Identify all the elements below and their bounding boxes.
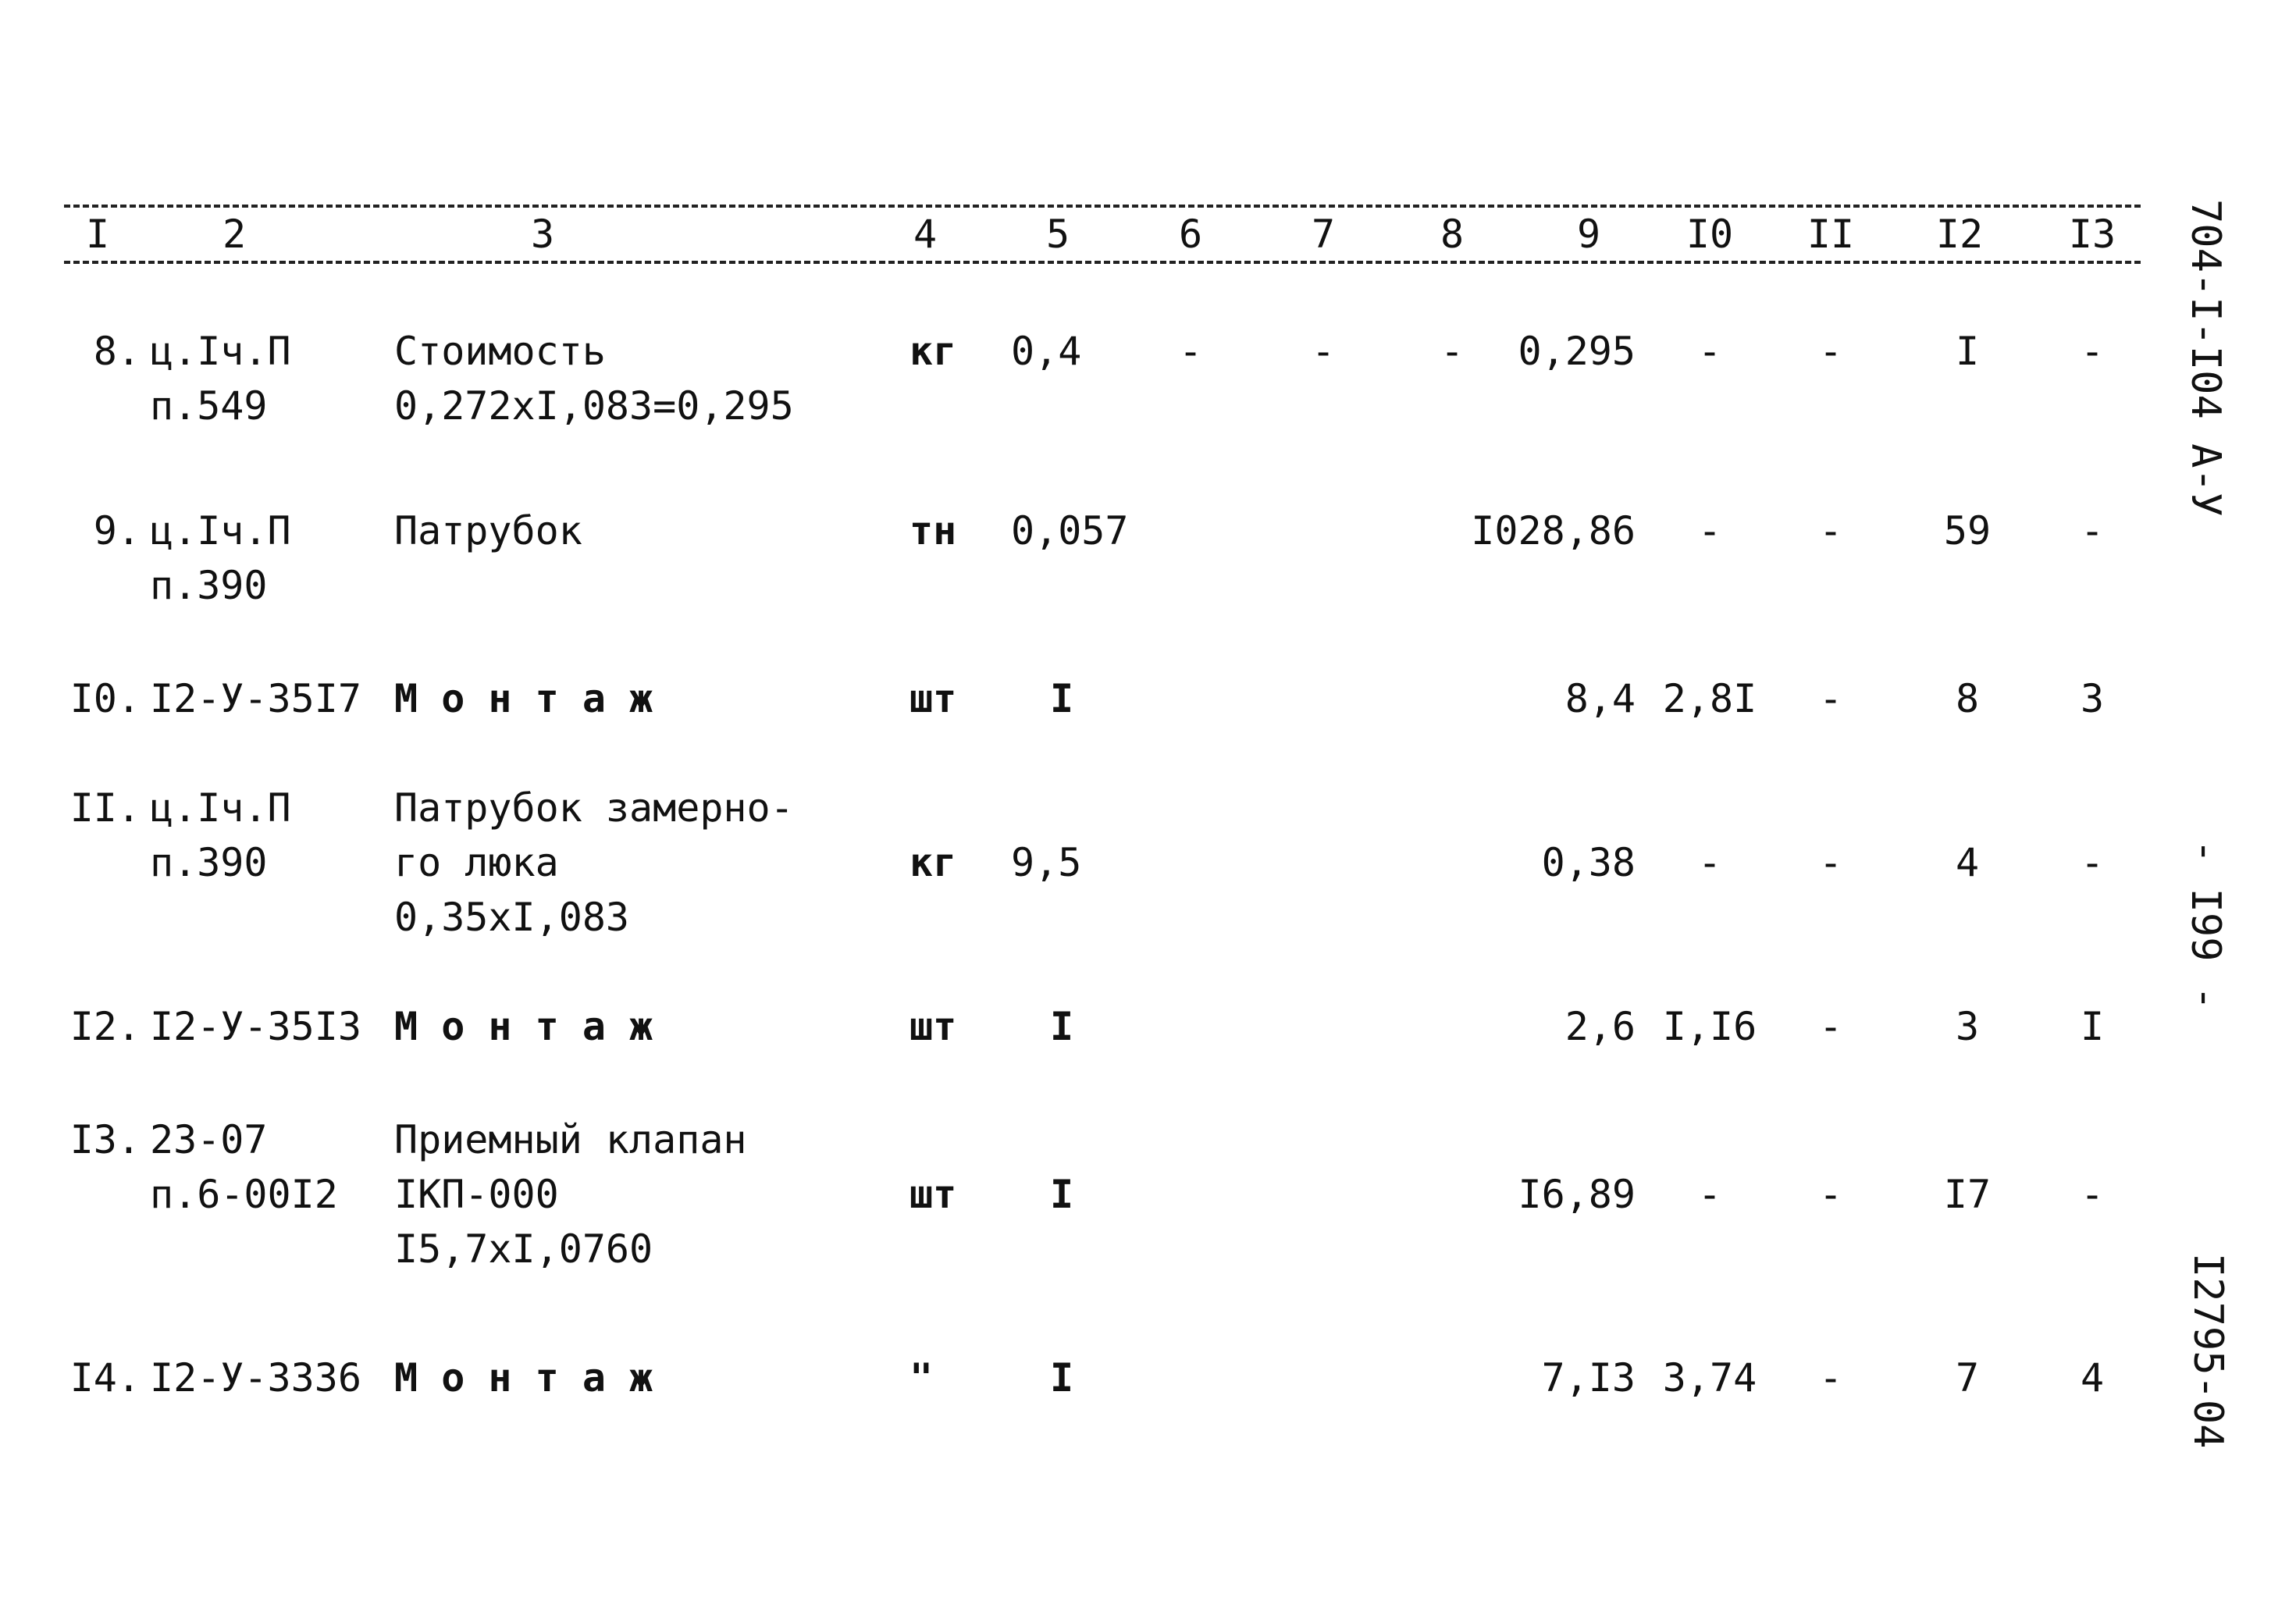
col-9-value: 0,38 — [1541, 840, 1636, 885]
col-9-value: 8,4 — [1564, 676, 1636, 721]
row-number: I0. — [69, 676, 141, 721]
col-9-value: 7,I3 — [1541, 1355, 1636, 1401]
header-bottom-rule — [64, 261, 2141, 264]
row-number: I2. — [69, 1004, 141, 1049]
column-header-11: II — [1807, 212, 1855, 257]
item-name: го люка — [394, 840, 559, 885]
rate-code: I2-У-3336 — [150, 1355, 361, 1401]
header-top-rule — [64, 205, 2141, 208]
quantity: 0,057 — [1011, 508, 1129, 553]
quantity: 0,4 — [1011, 329, 1082, 374]
unit: шт — [910, 676, 957, 721]
rate-code: ц.Iч.П — [150, 508, 291, 553]
quantity: I — [1049, 1355, 1074, 1401]
unit: кг — [910, 329, 957, 374]
col-9-value: 2,6 — [1564, 1004, 1636, 1049]
col-10-value: 3,74 — [1662, 1355, 1757, 1401]
rate-code: I2-У-35I7 — [150, 676, 361, 721]
rate-code: п.549 — [150, 383, 268, 429]
col-11-value: - — [1818, 329, 1843, 374]
row-number: I3. — [69, 1117, 141, 1162]
item-name: М о н т а ж — [394, 1004, 653, 1049]
col-13-value: - — [2080, 840, 2105, 885]
item-name: Стоимость — [394, 329, 606, 374]
rate-code: ц.Iч.П — [150, 329, 291, 374]
col-13-value: - — [2080, 508, 2105, 553]
col-11-value: - — [1818, 1172, 1843, 1217]
item-name: 0,35xI,083 — [394, 895, 630, 940]
quantity: I — [1049, 1172, 1074, 1217]
col-13-value: 3 — [2080, 676, 2105, 721]
column-header-8: 8 — [1440, 212, 1465, 257]
col-13-value: - — [2080, 1172, 2105, 1217]
row-number: 8. — [93, 329, 141, 374]
col-12-value: I7 — [1943, 1172, 1992, 1217]
item-name: М о н т а ж — [394, 676, 653, 721]
col-12-value: 3 — [1955, 1004, 1980, 1049]
col-10-value: - — [1697, 1172, 1722, 1217]
column-header-12: I2 — [1935, 212, 1984, 257]
column-header-10: I0 — [1686, 212, 1734, 257]
quantity: 9,5 — [1011, 840, 1082, 885]
unit: " — [910, 1355, 934, 1401]
column-header-13: I3 — [2068, 212, 2116, 257]
document-code: 704-I-I04 А-У — [2182, 199, 2229, 517]
column-header-7: 7 — [1311, 212, 1336, 257]
row-number: 9. — [93, 508, 141, 553]
column-header-9: 9 — [1576, 212, 1601, 257]
rate-code: п.390 — [150, 563, 268, 608]
rate-code: п.6-00I2 — [150, 1172, 338, 1217]
archive-number: I2795-04 — [2184, 1253, 2231, 1449]
rate-code: I2-У-35I3 — [150, 1004, 361, 1049]
col-11-value: - — [1818, 840, 1843, 885]
column-header-1: I — [85, 212, 110, 257]
unit: шт — [910, 1004, 957, 1049]
col-11-value: - — [1818, 1004, 1843, 1049]
rate-code: 23-07 — [150, 1117, 268, 1162]
col-10-value: I,I6 — [1662, 1004, 1757, 1049]
unit: кг — [910, 840, 957, 885]
item-name: М о н т а ж — [394, 1355, 653, 1401]
quantity: I — [1049, 676, 1074, 721]
column-header-2: 2 — [222, 212, 247, 257]
col-12-value: 4 — [1955, 840, 1980, 885]
col-6-value: - — [1178, 329, 1203, 374]
column-header-4: 4 — [913, 212, 938, 257]
item-name: Патрубок замерно- — [394, 785, 794, 831]
col-10-value: - — [1697, 840, 1722, 885]
item-name: Приемный клапан — [394, 1117, 747, 1162]
rate-code: ц.Iч.П — [150, 785, 291, 831]
col-10-value: - — [1697, 508, 1722, 553]
col-12-value: 7 — [1955, 1355, 1980, 1401]
col-10-value: 2,8I — [1662, 676, 1757, 721]
col-9-value: 0,295 — [1518, 329, 1636, 374]
col-12-value: I — [1955, 329, 1980, 374]
quantity: I — [1049, 1004, 1074, 1049]
col-8-value: - — [1440, 329, 1465, 374]
col-9-value: I6,89 — [1518, 1172, 1636, 1217]
col-9-value: I028,86 — [1471, 508, 1636, 553]
item-name: IКП-000 — [394, 1172, 559, 1217]
col-13-value: - — [2080, 329, 2105, 374]
column-header-5: 5 — [1045, 212, 1070, 257]
col-13-value: 4 — [2080, 1355, 2105, 1401]
item-name: 0,272xI,083=0,295 — [394, 383, 794, 429]
col-11-value: - — [1818, 676, 1843, 721]
col-12-value: 8 — [1955, 676, 1980, 721]
col-13-value: I — [2080, 1004, 2105, 1049]
unit: шт — [910, 1172, 957, 1217]
row-number: II. — [69, 785, 141, 831]
column-header-6: 6 — [1178, 212, 1203, 257]
column-header-3: 3 — [530, 212, 555, 257]
item-name: Патрубок — [394, 508, 582, 553]
row-number: I4. — [69, 1355, 141, 1401]
col-12-value: 59 — [1943, 508, 1992, 553]
unit: тн — [910, 508, 957, 553]
col-11-value: - — [1818, 508, 1843, 553]
item-name: I5,7xI,0760 — [394, 1226, 653, 1272]
col-7-value: - — [1311, 329, 1336, 374]
col-11-value: - — [1818, 1355, 1843, 1401]
col-10-value: - — [1697, 329, 1722, 374]
rate-code: п.390 — [150, 840, 268, 885]
page-number: - I99 - — [2182, 839, 2229, 1011]
